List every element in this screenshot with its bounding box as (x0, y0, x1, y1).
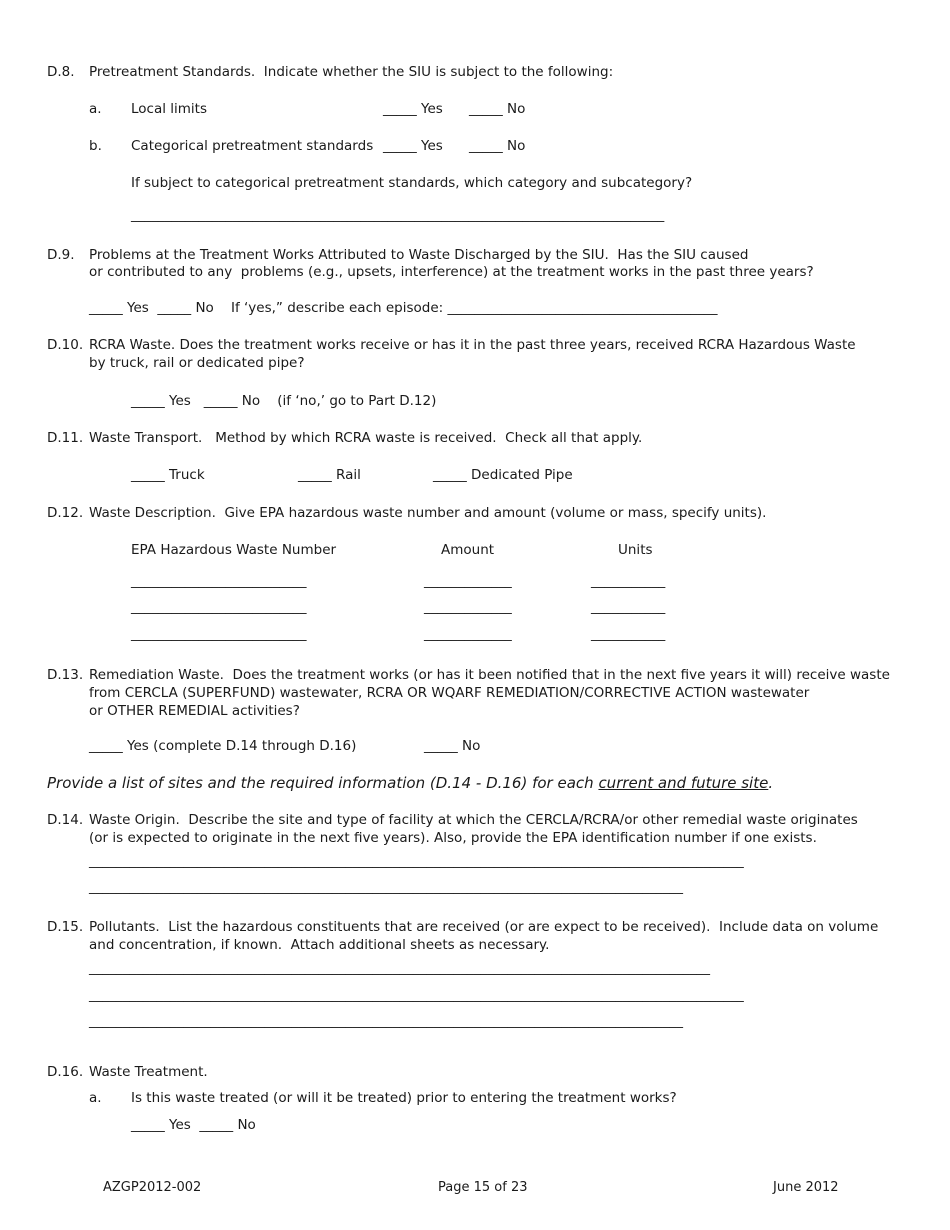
d8-number: D.8. (47, 64, 75, 80)
d12-row1-units[interactable]: ___________ (591, 573, 666, 589)
d12-row1-number[interactable]: __________________________ (131, 573, 307, 589)
footer-date: June 2012 (773, 1180, 839, 1195)
sites-instruction (47, 774, 773, 792)
d11-heading: Waste Transport. Method by which RCRA waste is received. Check all that apply. (89, 430, 643, 446)
d15-heading-line1: Pollutants. List the hazardous constituents that are received (or are expect to be received). Include data on volume (89, 919, 879, 935)
d8b-yes-blank[interactable]: _____ Yes (383, 138, 443, 154)
d15-answer-line3[interactable]: ________________________________________________________________________________________ (89, 1013, 683, 1029)
d8b-label: Categorical pretreatment standards (131, 138, 374, 154)
d8a-letter: a. (89, 101, 102, 117)
d10-heading-line2: by truck, rail or dedicated pipe? (89, 355, 305, 371)
d9-heading-line1: Problems at the Treatment Works Attributed to Waste Discharged by the SIU. Has the SIU caused (89, 247, 749, 263)
d16a-question: Is this waste treated (or will it be treated) prior to entering the treatment works? (131, 1090, 677, 1106)
d9-answer-line[interactable]: _____ Yes _____ No If ‘yes,” describe each episode: ________________________________________ (89, 300, 718, 316)
d11-rail-blank[interactable]: _____ Rail (298, 467, 361, 483)
sites-instruction-underlined: current and future site (598, 774, 769, 792)
d11-pipe-blank[interactable]: _____ Dedicated Pipe (433, 467, 573, 483)
d12-col-number: EPA Hazardous Waste Number (131, 542, 337, 558)
d16a-answer-line[interactable]: _____ Yes _____ No (131, 1117, 256, 1133)
sites-instruction-prefix: Provide a list of sites and the required information (D.14 - D.16) for each (47, 774, 599, 792)
d12-row2-units[interactable]: ___________ (591, 599, 666, 615)
d13-number: D.13. (47, 667, 84, 683)
d11-number: D.11. (47, 430, 84, 446)
d9-number: D.9. (47, 247, 75, 263)
d13-heading-line2: from CERCLA (SUPERFUND) wastewater, RCRA OR WQARF REMEDIATION/CORRECTIVE ACTION wastewater (89, 685, 810, 701)
d13-heading-line1: Remediation Waste. Does the treatment works (or has it been notified that in the next five years it will) receive waste (89, 667, 890, 683)
d8b-no-blank[interactable]: _____ No (469, 138, 526, 154)
d8-category-answer-line[interactable]: _______________________________________________________________________________ (131, 207, 665, 223)
d10-heading-line1: RCRA Waste. Does the treatment works receive or has it in the past three years, received RCRA Hazardous Waste (89, 337, 856, 353)
footer-page-number: Page 15 of 23 (438, 1180, 528, 1195)
d14-answer-line1[interactable]: _________________________________________________________________________________________________ (89, 853, 744, 869)
d12-row3-number[interactable]: __________________________ (131, 626, 307, 642)
d12-number: D.12. (47, 505, 84, 521)
d8a-no-blank[interactable]: _____ No (469, 101, 526, 117)
d15-number: D.15. (47, 919, 84, 935)
d13-yes-blank[interactable]: _____ Yes (complete D.14 through D.16) (89, 738, 357, 754)
d11-truck-blank[interactable]: _____ Truck (131, 467, 205, 483)
d15-heading-line2: and concentration, if known. Attach additional sheets as necessary. (89, 937, 550, 953)
d12-row3-amount[interactable]: _____________ (424, 626, 512, 642)
d9-heading-line2: or contributed to any problems (e.g., upsets, interference) at the treatment works in the past three years? (89, 264, 814, 280)
d10-number: D.10. (47, 337, 84, 353)
d12-row2-amount[interactable]: _____________ (424, 599, 512, 615)
d14-heading-line1: Waste Origin. Describe the site and type of facility at which the CERCLA/RCRA/or other remedial waste originates (89, 812, 858, 828)
d8-heading: Pretreatment Standards. Indicate whether the SIU is subject to the following: (89, 64, 614, 80)
d15-answer-line1[interactable]: ____________________________________________________________________________________________ (89, 960, 710, 976)
d10-answer-line[interactable]: _____ Yes _____ No (if ‘no,’ go to Part D.12) (131, 393, 437, 409)
d8a-yes-blank[interactable]: _____ Yes (383, 101, 443, 117)
d12-row3-units[interactable]: ___________ (591, 626, 666, 642)
d13-no-blank[interactable]: _____ No (424, 738, 481, 754)
d14-heading-line2: (or is expected to originate in the next five years). Also, provide the EPA identification number if one exists. (89, 830, 817, 846)
sites-instruction-suffix: . (768, 774, 774, 792)
d12-col-amount: Amount (441, 542, 495, 558)
d15-answer-line2[interactable]: _________________________________________________________________________________________________ (89, 987, 744, 1003)
d13-heading-line3: or OTHER REMEDIAL activities? (89, 703, 300, 719)
d12-col-units: Units (618, 542, 653, 558)
d14-number: D.14. (47, 812, 84, 828)
d16-heading: Waste Treatment. (89, 1064, 208, 1080)
d16-number: D.16. (47, 1064, 84, 1080)
d14-answer-line2[interactable]: ________________________________________________________________________________________ (89, 879, 683, 895)
d16a-letter: a. (89, 1090, 102, 1106)
footer-doc-id: AZGP2012-002 (103, 1180, 202, 1195)
d12-row2-number[interactable]: __________________________ (131, 599, 307, 615)
d8b-letter: b. (89, 138, 102, 154)
d12-heading: Waste Description. Give EPA hazardous waste number and amount (volume or mass, specify units). (89, 505, 767, 521)
d12-row1-amount[interactable]: _____________ (424, 573, 512, 589)
d8-category-question: If subject to categorical pretreatment standards, which category and subcategory? (131, 175, 693, 191)
d8a-label: Local limits (131, 101, 208, 117)
